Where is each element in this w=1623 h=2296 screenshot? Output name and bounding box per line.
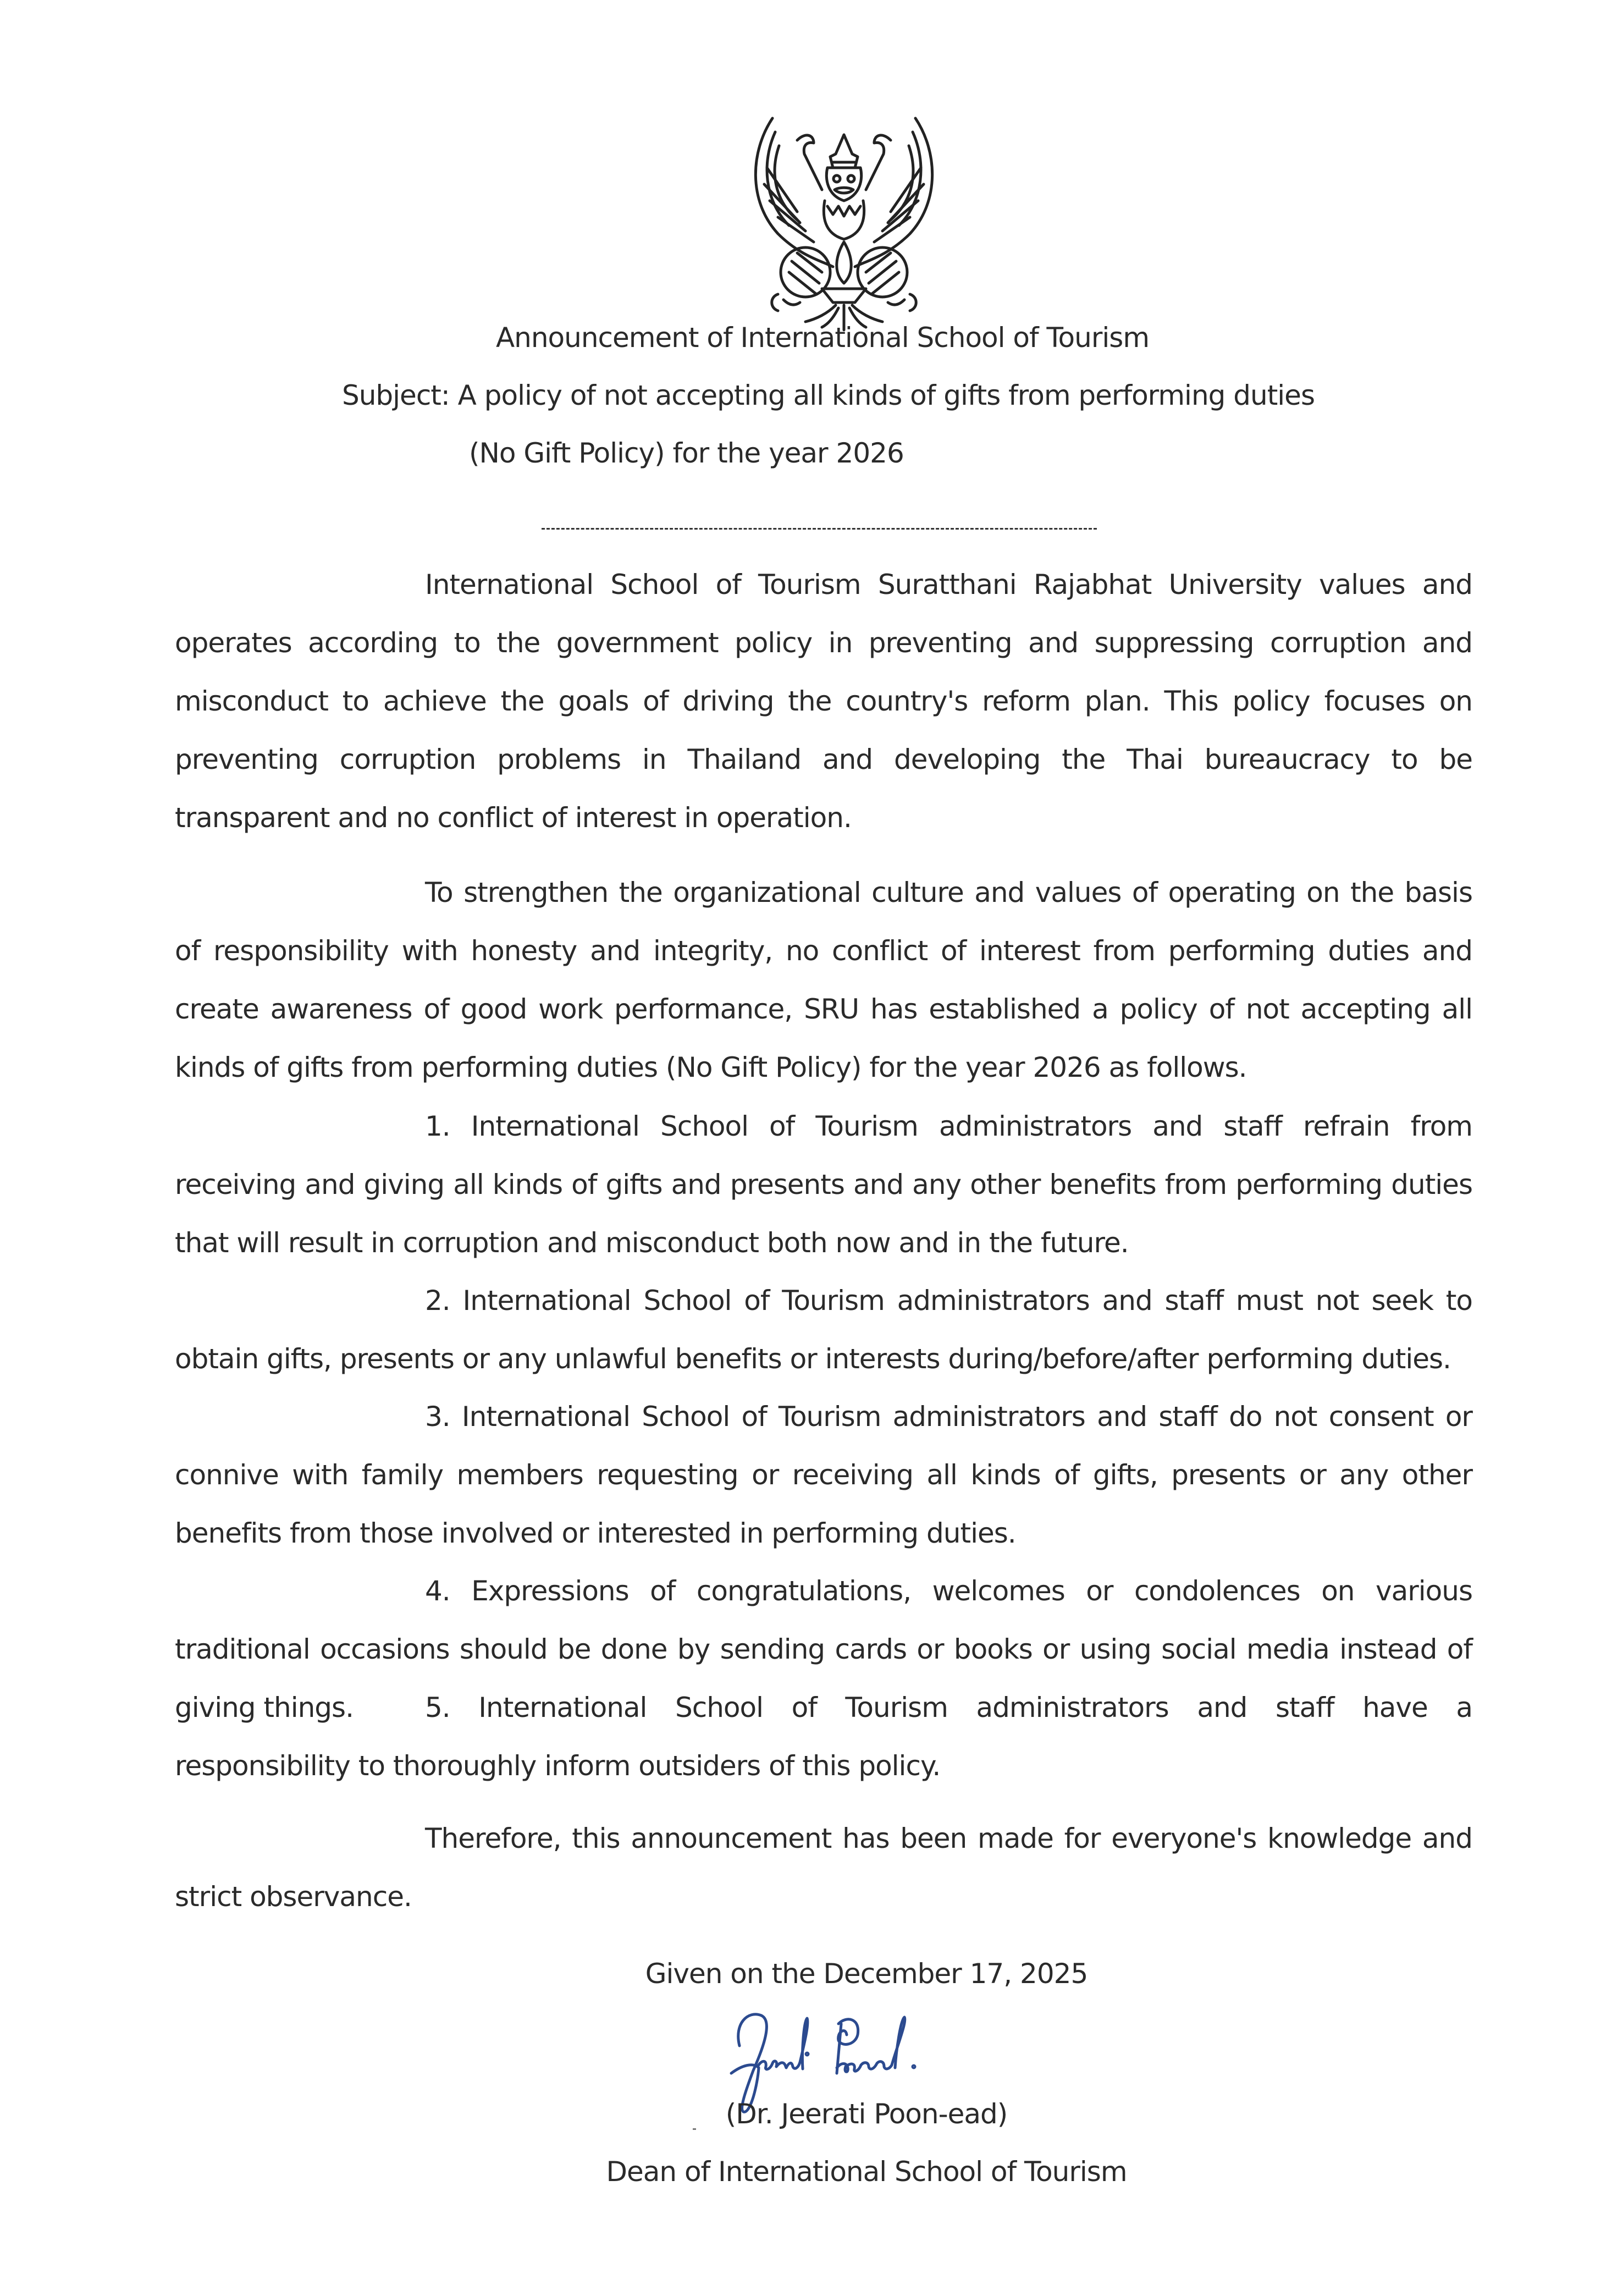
subject-line-continued: (No Gift Policy) for the year 2026	[469, 437, 904, 469]
signer-name: (Dr. Jeerati Poon-ead)	[725, 2098, 1008, 2130]
policy-item-3	[175, 1387, 1472, 1562]
paragraph-purpose	[175, 863, 1472, 1097]
paragraph-text: 5. International School of Tourism administrators and staff have a responsibility to thoroughly inform outsiders of this policy.	[175, 1692, 1472, 1782]
paragraph-intro	[175, 555, 1472, 847]
paragraph-text: Therefore, this announcement has been made for everyone's knowledge and strict observance.	[175, 1823, 1472, 1913]
announcement-title: Announcement of International School of Tourism	[495, 322, 1150, 354]
paragraph-text: 1. International School of Tourism administrators and staff refrain from receiving and giving all kinds of gifts and presents and any other benefits from performing duties that will result in corruption and misconduct both now and in the future.	[175, 1110, 1472, 1259]
given-on-date: Given on the December 17, 2025	[645, 1958, 1088, 1990]
paragraph-closing	[175, 1809, 1472, 1926]
divider-line	[542, 528, 1097, 530]
paragraph-text: 2. International School of Tourism administrators and staff must not seek to obtain gifts, presents or any unlawful benefits or interests during/before/after performing duties.	[175, 1285, 1472, 1375]
paragraph-text: To strengthen the organizational culture and values of operating on the basis of responsibility with honesty and integrity, no conflict of interest from performing duties and create awareness of good work performance, SRU has established a policy of not accepting all kinds of gifts from performing duties (No Gift Policy) for the year 2026 as follows.	[175, 877, 1472, 1083]
signer-title: Dean of International School of Tourism	[606, 2156, 1127, 2188]
paragraph-text: 4. Expressions of congratulations, welcomes or condolences on various traditional occasions should be done by sending cards or books or using social media instead of giving things.	[175, 1575, 1472, 1724]
subject-line: Subject: A policy of not accepting all kinds of gifts from performing duties	[342, 379, 1315, 411]
paragraph-text: International School of Tourism Suratthani Rajabhat University values and operates according to the government policy in preventing and suppressing corruption and misconduct to achieve the goals of driving the country's reform plan. This policy focuses on preventing corruption problems in Thailand and developing the Thai bureaucracy to be transparent and no conflict of interest in operation.	[175, 569, 1472, 834]
paragraph-text: 3. International School of Tourism administrators and staff do not consent or connive with family members requesting or receiving all kinds of gifts, presents or any other benefits from those involved or interested in performing duties.	[175, 1401, 1472, 1549]
garuda-emblem-icon	[745, 107, 943, 333]
policy-item-5	[175, 1678, 1472, 1795]
policy-item-1	[175, 1097, 1472, 1272]
policy-item-2	[175, 1271, 1472, 1388]
